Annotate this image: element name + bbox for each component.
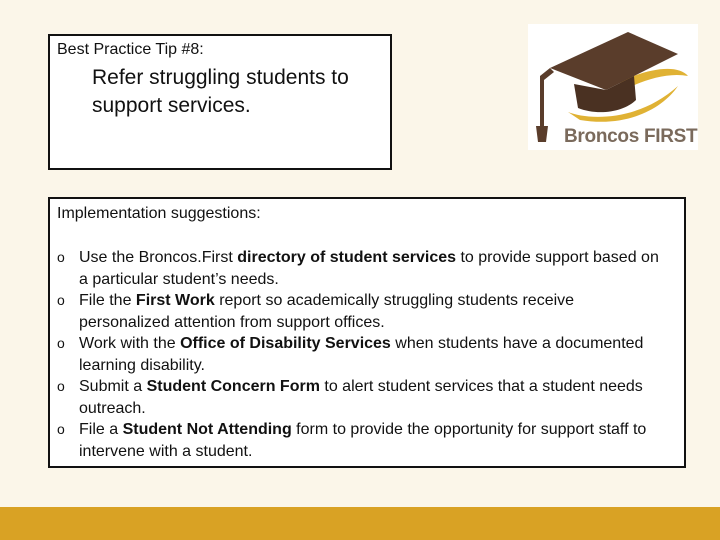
item-bold-text: First Work: [135, 292, 215, 309]
suggestion-list: [57, 247, 667, 462]
bullet-icon: o: [57, 292, 65, 308]
item-text: when students have a documented learning disability.: [79, 335, 644, 374]
implementation-box: [48, 197, 686, 468]
bullet-icon: o: [57, 421, 65, 437]
list-item: [57, 419, 667, 462]
tip-box: [48, 34, 392, 170]
item-text: Work with the: [79, 335, 181, 352]
item-bold-text: Office of Disability Services: [180, 335, 391, 352]
item-text: to provide support based on a particular student’s needs.: [79, 249, 659, 288]
item-text: form to provide the opportunity for support staff to intervene with a student.: [79, 421, 647, 460]
item-text: report so academically struggling students receive personalized attention from support offices.: [79, 292, 575, 331]
item-bold-text: Student Concern Form: [146, 378, 320, 395]
item-bold-text: Student Not Attending: [122, 421, 292, 438]
item-text: Submit a: [79, 378, 147, 395]
tip-heading: Best Practice Tip #8:: [57, 41, 204, 58]
implementation-heading: Implementation suggestions:: [57, 205, 261, 222]
list-item: [57, 247, 667, 290]
item-bold-text: directory of student services: [237, 249, 457, 266]
list-item: [57, 290, 667, 333]
bullet-icon: o: [57, 378, 65, 394]
item-text: File a: [79, 421, 123, 438]
list-item: [57, 333, 667, 376]
logo-text: Broncos FIRST: [564, 126, 698, 147]
bullet-icon: o: [57, 249, 65, 265]
broncos-first-logo: [528, 24, 698, 150]
list-item: [57, 376, 667, 419]
bullet-icon: o: [57, 335, 65, 351]
item-text: Use the Broncos.First: [79, 249, 238, 266]
footer-bar: [0, 507, 720, 540]
item-text: File the: [79, 292, 136, 309]
tip-text: Refer struggling students to support services.: [92, 66, 349, 117]
item-text: to alert student services that a student needs outreach.: [79, 378, 643, 417]
